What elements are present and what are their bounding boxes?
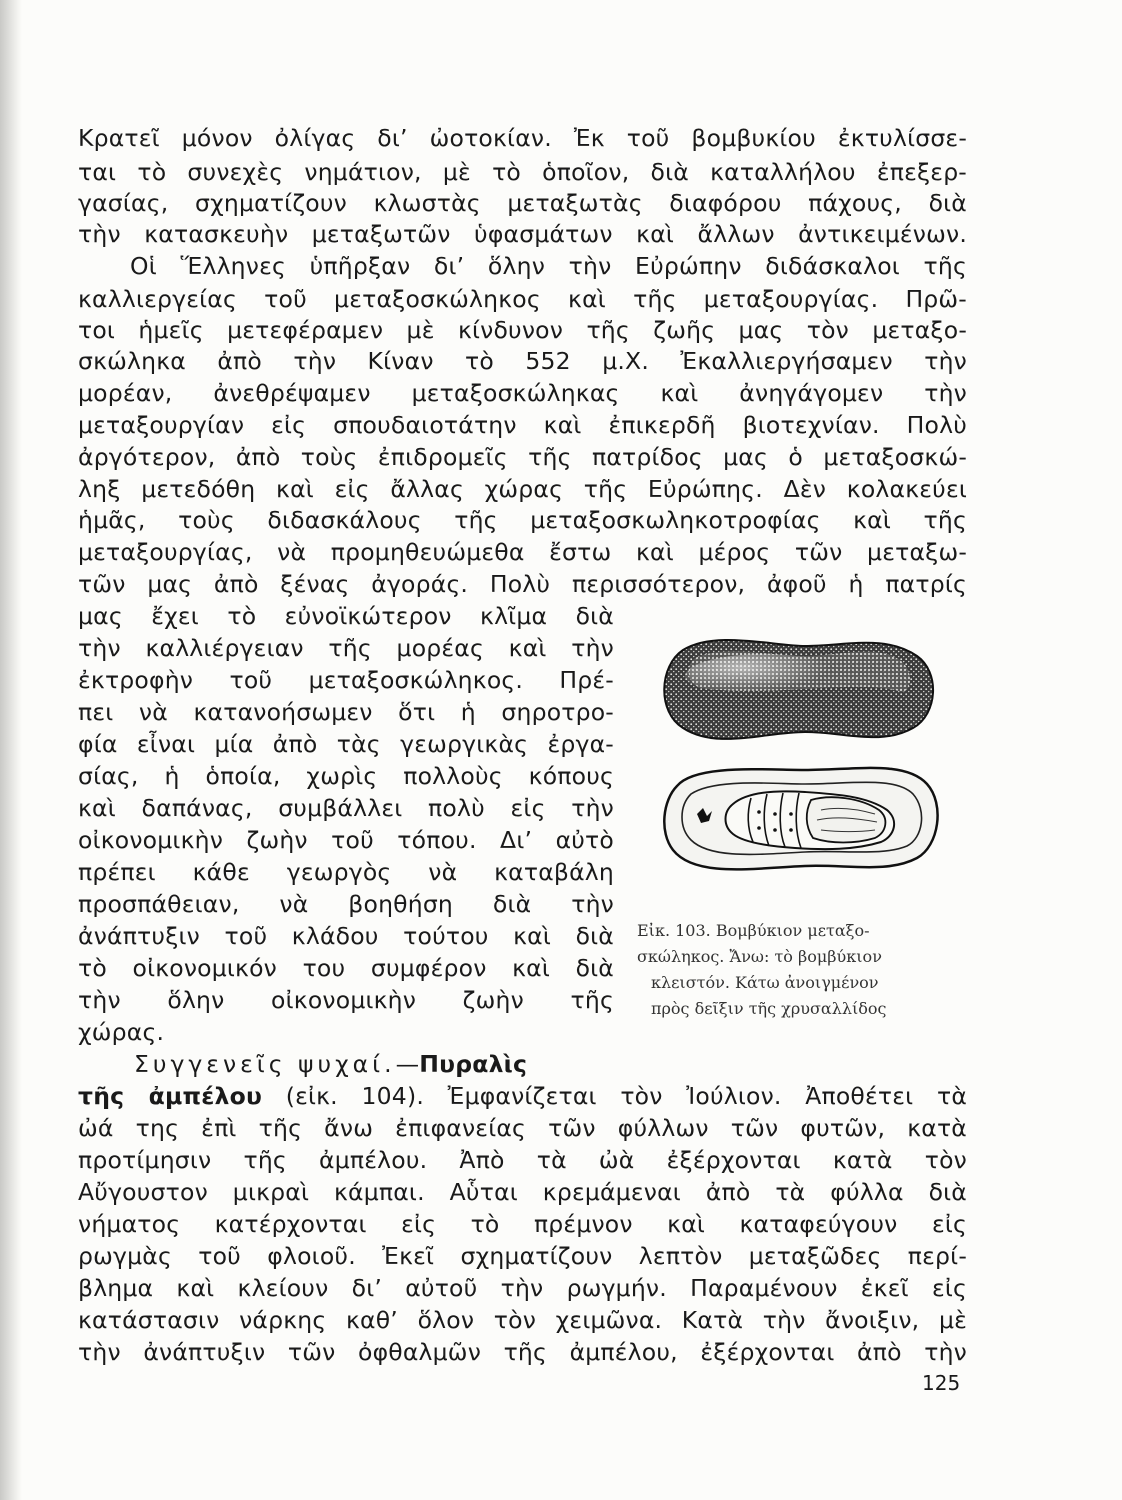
text-line: σκώληκα ἀπὸ τὴν Κίναν τὸ 552 μ.Χ. Ἐκαλλιεργήσαμεν τὴν: [78, 347, 967, 375]
text-line: τοι ἡμεῖς μετεφέραμεν μὲ κίνδυνον τῆς ζωῆς μας τὸν μεταξο-: [78, 316, 967, 344]
figure-caption-line: Εἰκ. 103. Βομβύκιον μεταξο-: [637, 921, 870, 940]
section-first-line-text: (εἰκ. 104). Ἐμφανίζεται τὸν Ἰούλιον. Ἀποθέτει τὰ: [285, 1082, 968, 1110]
text-line: μας ἔχει τὸ εὐνοϊκώτερον κλῖμα διὰ: [78, 602, 614, 630]
text-line: γασίας, σχηματίζουν κλωστὰς μεταξωτὰς διαφόρου πάχους, διὰ: [78, 189, 967, 217]
text-line: κατάστασιν νάρκης καθ’ ὅλον τὸν χειμῶνα. Κατὰ τὴν ἄνοιξιν, μὲ: [78, 1306, 967, 1334]
text-line: τὴν ἀνάπτυξιν τῶν ὀφθαλμῶν τῆς ἀμπέλου, ἐξέρχονται ἀπὸ τὴν: [78, 1338, 967, 1366]
figure-caption-line: κλειστόν. Κάτω ἀνοιγμένον: [651, 973, 879, 992]
text-line: τὴν κατασκευὴν μεταξωτῶν ὑφασμάτων καὶ ἄλλων ἀντικειμένων.: [78, 220, 967, 248]
section-first-line: [78, 1079, 967, 1113]
paragraph-first-line: Οἱ Ἕλληνες ὑπῆρξαν δι’ ὅλην τὴν Εὐρώπην διδάσκαλοι τῆς: [130, 252, 967, 280]
text-line: βλημα καὶ κλείουν δι’ αὐτοῦ τὴν ρωγμήν. Παραμένουν ἐκεῖ εἰς: [78, 1274, 967, 1302]
section-heading-line: [134, 1047, 527, 1081]
text-line: μεταξουργίας, νὰ προμηθευώμεθα ἔστω καὶ μέρος τῶν μεταξω-: [78, 538, 967, 566]
cocoon-figure: [655, 628, 945, 898]
section-bold-term: Πυραλὶς: [419, 1050, 528, 1078]
text-line: Κρατεῖ μόνον ὀλίγας δι’ ὠοτοκίαν. Ἐκ τοῦ βομβυκίου ἐκτυλίσσε-: [78, 124, 967, 152]
opened-cocoon: [664, 768, 937, 869]
text-line: ἀνάπτυξιν τοῦ κλάδου τούτου καὶ διὰ: [78, 922, 614, 950]
text-line: μεταξουργίαν εἰς σπουδαιοτάτην καὶ ἐπικερδῆ βιοτεχνίαν. Πολὺ: [78, 411, 967, 439]
page-number: 125: [922, 1371, 961, 1395]
section-title: Συγγενεῖς ψυχαί.: [134, 1050, 396, 1078]
cocoon-illustration: [655, 628, 945, 898]
figure-caption-line: πρὸς δεῖξιν τῆς χρυσαλλίδος: [651, 999, 887, 1018]
text-line: τὴν ὅλην οἰκονομικὴν ζωὴν τῆς: [78, 986, 614, 1014]
text-line: πρέπει κάθε γεωργὸς νὰ καταβάλη: [78, 858, 614, 886]
text-line: χώρας.: [78, 1018, 165, 1046]
text-line: τὴν καλλιέργειαν τῆς μορέας καὶ τὴν: [78, 634, 614, 662]
text-line: ἐκτροφὴν τοῦ μεταξοσκώληκος. Πρέ-: [78, 666, 614, 694]
text-line: ται τὸ συνεχὲς νημάτιον, μὲ τὸ ὁποῖον, διὰ καταλλήλου ἐπεξερ-: [78, 158, 967, 186]
text-line: τὸ οἰκονομικόν του συμφέρον καὶ διὰ: [78, 954, 614, 982]
closed-cocoon: [664, 640, 933, 739]
text-line: ἡμᾶς, τοὺς διδασκάλους τῆς μεταξοσκωληκοτροφίας καὶ τῆς: [78, 506, 967, 534]
text-line: νήματος κατέρχονται εἰς τὸ πρέμνον καὶ καταφεύγουν εἰς: [78, 1210, 967, 1238]
text-line: ἀργότερον, ἀπὸ τοὺς ἐπιδρομεῖς τῆς πατρίδος μας ὁ μεταξοσκώ-: [78, 443, 967, 471]
text-line: καὶ δαπάνας, συμβάλλει πολὺ εἰς τὴν: [78, 794, 614, 822]
text-line: σίας, ἡ ὁποία, χωρὶς πολλοὺς κόπους: [78, 762, 614, 790]
figure-caption-line: σκώληκος. Ἄνω: τὸ βομβύκιον: [637, 947, 882, 966]
text-line: ρωγμὰς τοῦ φλοιοῦ. Ἐκεῖ σχηματίζουν λεπτὸν μεταξῶδες περί-: [78, 1242, 967, 1270]
text-line: τῶν μας ἀπὸ ξένας ἀγοράς. Πολὺ περισσότερον, ἀφοῦ ἡ πατρίς: [78, 570, 967, 598]
text-line: ληξ μετεδόθη καὶ εἰς ἄλλας χώρας τῆς Εὐρώπης. Δὲν κολακεύει: [78, 475, 967, 503]
text-line: μορέαν, ἀνεθρέψαμεν μεταξοσκώληκας καὶ ἀνηγάγομεν τὴν: [78, 379, 967, 407]
text-line: ὠά της ἐπὶ τῆς ἄνω ἐπιφανείας τῶν φύλλων τῶν φυτῶν, κατὰ: [78, 1114, 967, 1142]
text-line: φία εἶναι μία ἀπὸ τὰς γεωργικὰς ἐργα-: [78, 730, 614, 758]
text-line: καλλιεργείας τοῦ μεταξοσκώληκος καὶ τῆς μεταξουργίας. Πρῶ-: [78, 285, 967, 313]
text-line: οἰκονομικὴν ζωὴν τοῦ τόπου. Δι’ αὐτὸ: [78, 826, 614, 854]
text-line: πει νὰ κατανοήσωμεν ὅτι ἡ σηροτρο-: [78, 698, 614, 726]
text-line: προσπάθειαν, νὰ βοηθήση διὰ τὴν: [78, 890, 614, 918]
text-line: προτίμησιν τῆς ἀμπέλου. Ἀπὸ τὰ ὠὰ ἐξέρχονται κατὰ τὸν: [78, 1146, 967, 1174]
section-dash: —: [395, 1050, 420, 1078]
section-bold-term-cont: τῆς ἀμπέλου: [78, 1082, 263, 1110]
text-line: Αὔγουστον μικραὶ κάμπαι. Αὗται κρεμάμεναι ἀπὸ τὰ φύλλα διὰ: [78, 1178, 967, 1206]
